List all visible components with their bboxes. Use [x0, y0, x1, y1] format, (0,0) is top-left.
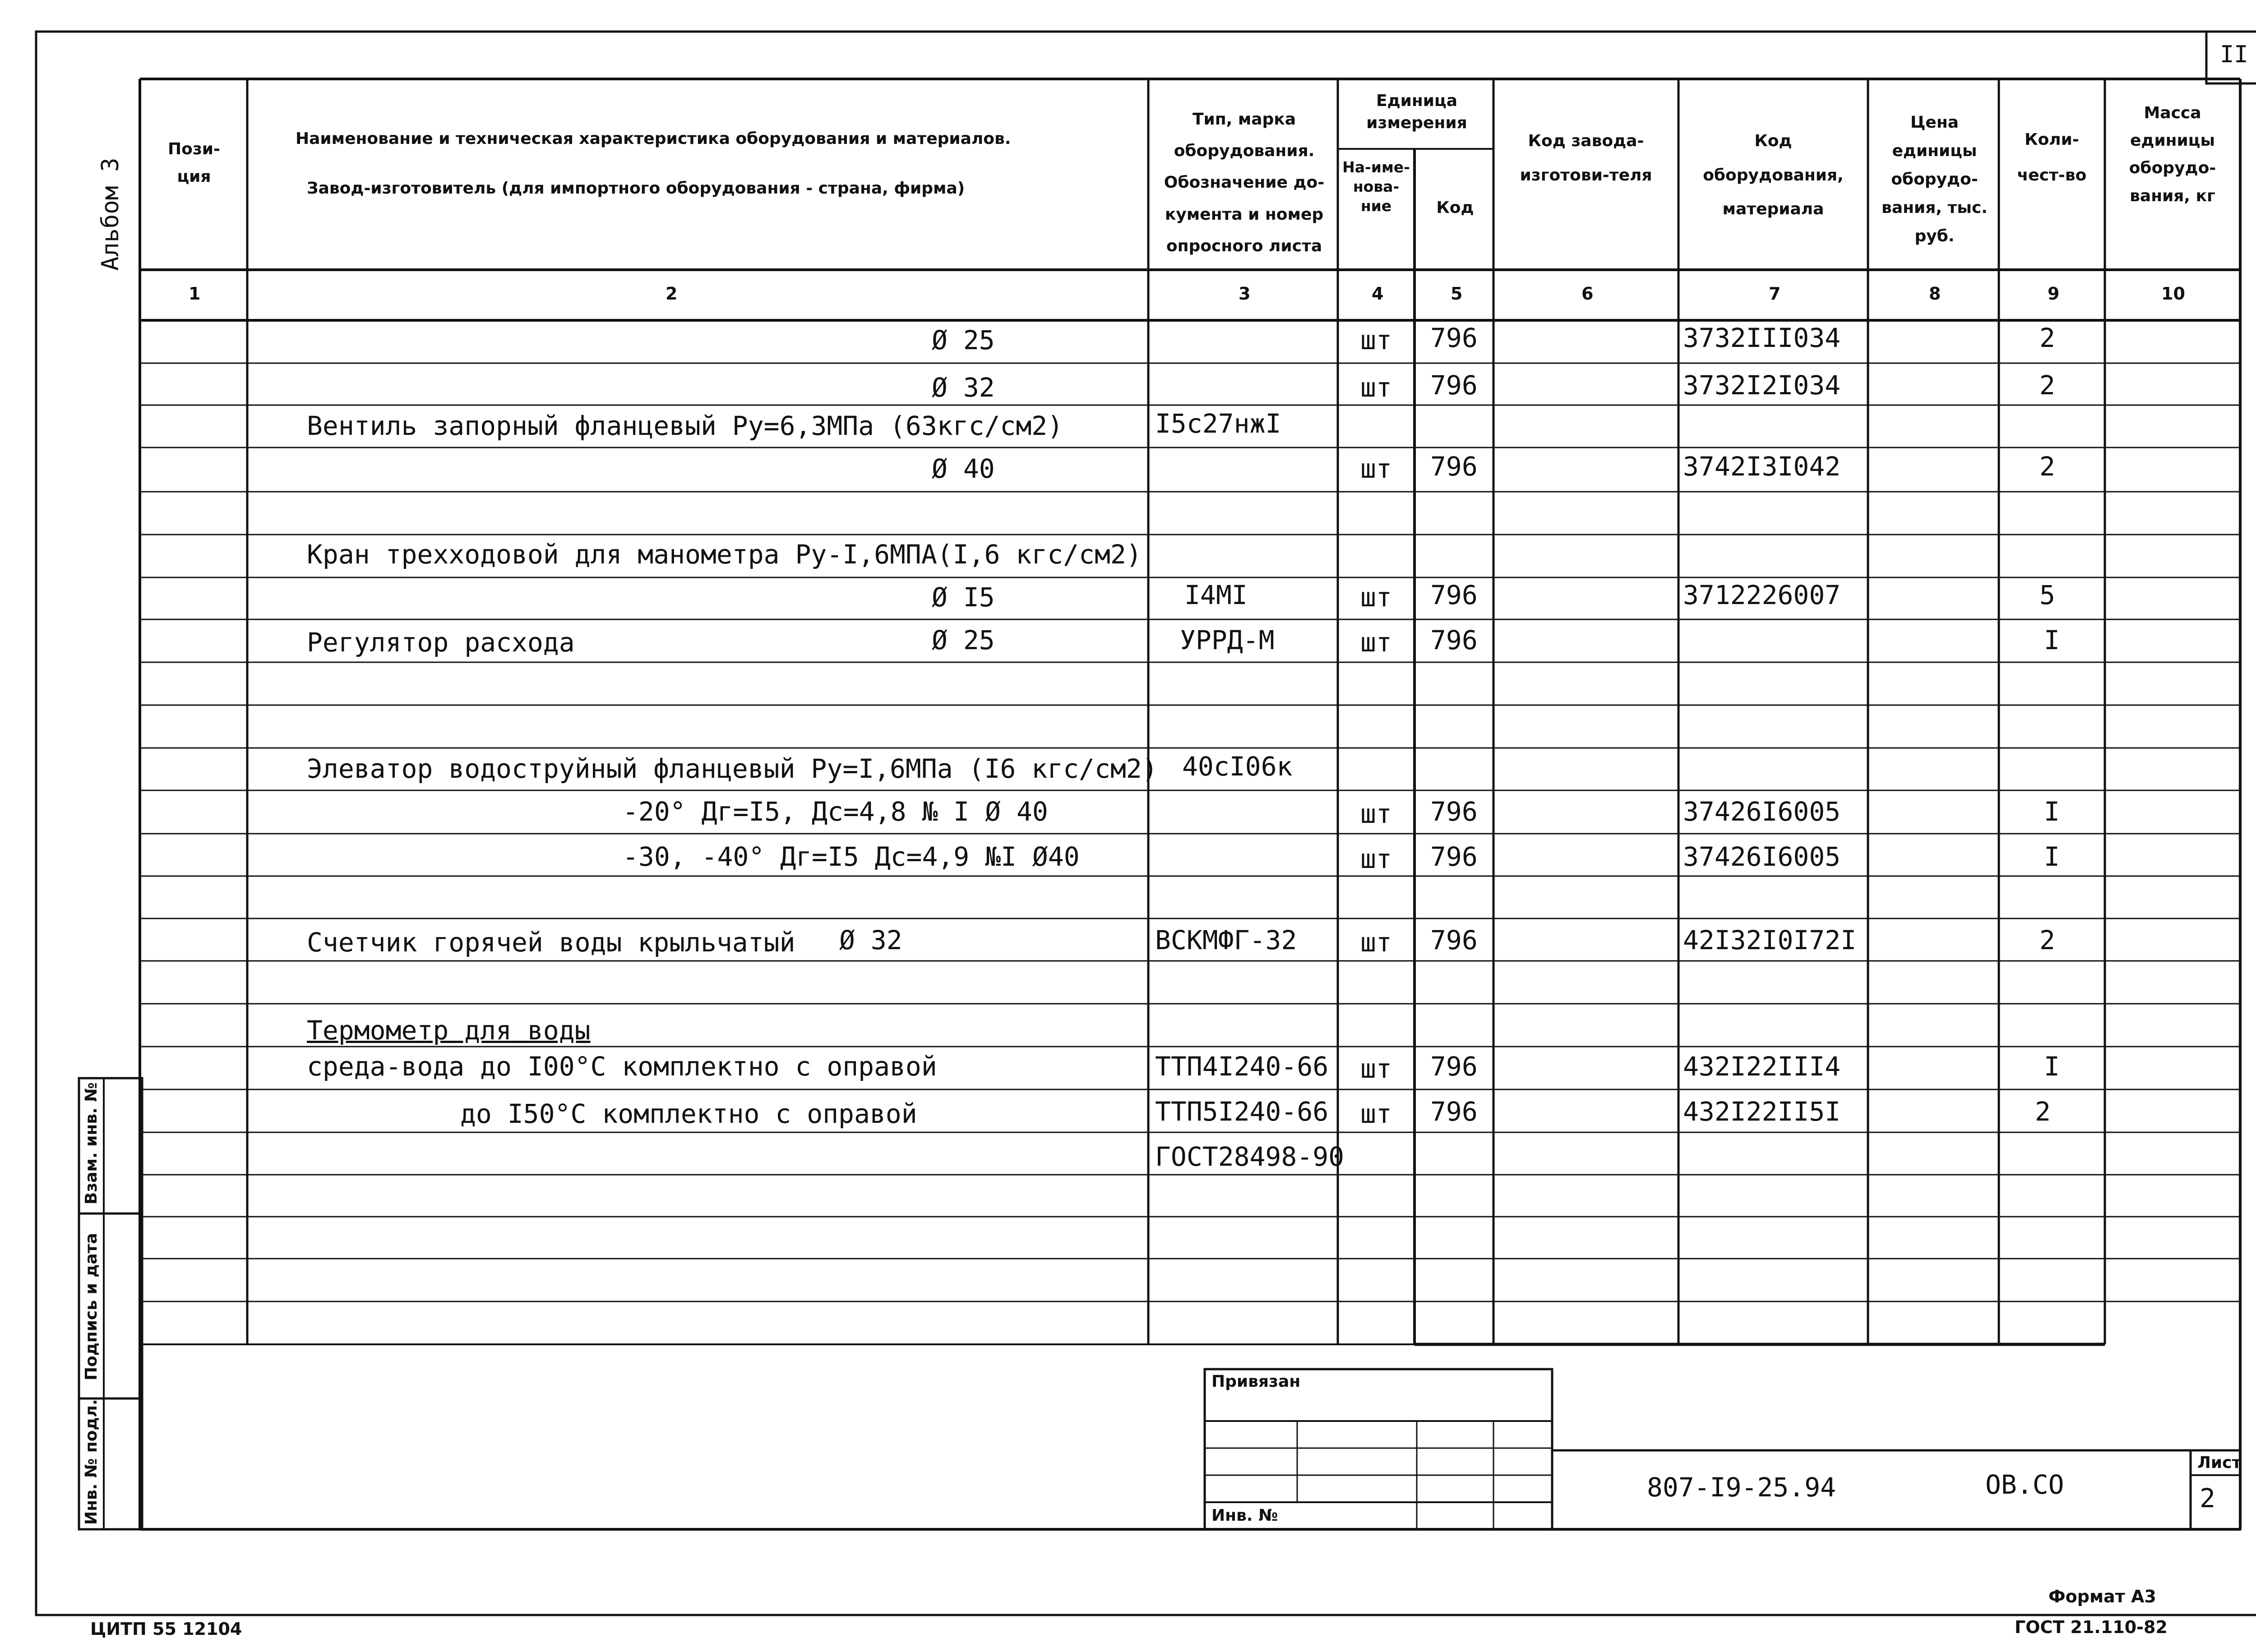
row-code: 796: [1430, 451, 1478, 482]
col-number: 4: [1372, 284, 1384, 304]
col-number: 9: [2048, 284, 2060, 304]
row-code: 796: [1430, 370, 1478, 401]
privyazan-label: Привязан: [1211, 1372, 1301, 1391]
row-name: Элеватор водоструйный фланцевый Ру=I,6МПа (I6 кгс/см2): [307, 753, 1158, 784]
col-number: 5: [1451, 284, 1463, 304]
row-type: I4MI: [1184, 580, 1248, 610]
row-code: 796: [1430, 925, 1478, 955]
row-name: Регулятор расхода: [307, 627, 575, 658]
footer-left: ЦИТП 55 12104: [90, 1619, 242, 1639]
row-code: 796: [1430, 580, 1478, 610]
footer-format: Формат А3: [2048, 1587, 2156, 1606]
row-unit: шт: [1360, 582, 1392, 613]
col-number: 1: [189, 284, 201, 304]
col-number: 3: [1239, 284, 1251, 304]
row-name: Ø 32: [932, 372, 995, 403]
row-equip-code: 3742I3I042: [1683, 451, 1841, 482]
row-equip-code: 3732I2I034: [1683, 370, 1841, 401]
header-col6: Код завода-изготови-теля: [1520, 132, 1652, 185]
row-name: Кран трехходовой для манометра Ру-I,6МПА(I,6 кгс/см2): [307, 539, 1142, 570]
row-name: до I50°С комплектно с оправой: [460, 1098, 917, 1129]
row-unit: шт: [1360, 372, 1392, 403]
header-col8: Цена единицы оборудо-вания, тыс. руб.: [1882, 113, 1988, 245]
row-name: Термометр для воды: [307, 1015, 591, 1046]
row-code: 796: [1430, 1051, 1478, 1082]
row-code: 796: [1430, 1096, 1478, 1127]
row-qty: 5: [2039, 580, 2055, 610]
row-type: I5с27нжI: [1155, 408, 1281, 439]
col-number: 7: [1769, 284, 1781, 304]
row-type: 40сI06к: [1182, 751, 1293, 782]
row-unit: шт: [1360, 798, 1392, 829]
footer-gost: ГОСТ 21.110-82: [2015, 1617, 2168, 1637]
row-type: ТТП5I240-66: [1155, 1096, 1329, 1127]
row-name: Вентиль запорный фланцевый Ру=6,3МПа (63кгс/см2): [307, 411, 1063, 441]
row-name-diameter: Ø 25: [932, 625, 995, 655]
list-number: 2: [2200, 1483, 2215, 1514]
row-name: -30, -40° Дг=I5 Дс=4,9 №I Ø40: [623, 841, 1080, 872]
col-number: 2: [666, 284, 678, 304]
row-name: Ø 40: [932, 453, 995, 484]
row-code: 796: [1430, 841, 1478, 872]
header-col9: Коли-чест-во: [2017, 130, 2087, 185]
row-equip-code: 42I32I0I72I: [1683, 925, 1857, 955]
row-qty: I: [2044, 625, 2060, 655]
row-code: 796: [1430, 323, 1478, 353]
col-number: 10: [2161, 284, 2185, 304]
row-unit: шт: [1360, 627, 1392, 658]
document-mark: ОВ.СО: [1985, 1469, 2064, 1500]
row-unit: шт: [1360, 1098, 1392, 1129]
row-name: -20° Дг=I5, Дс=4,8 № I Ø 40: [623, 796, 1048, 827]
stamp-podpis-data: Подпись и дата: [82, 1233, 101, 1380]
header-col5: Код: [1436, 198, 1474, 217]
header-col7: Код оборудования, материала: [1703, 132, 1844, 219]
row-code: 796: [1430, 796, 1478, 827]
row-name: Счетчик горячей воды крыльчатый: [307, 927, 795, 958]
row-equip-code: 37426I6005: [1683, 796, 1841, 827]
header-col4: На-име-нова-ние: [1342, 158, 1410, 215]
stamp-vzam-inv: Взам. инв. №: [82, 1082, 101, 1204]
row-qty: I: [2044, 796, 2060, 827]
header-col4-group: Единица измерения: [1366, 92, 1467, 132]
header-col2-line1: Наименование и техническая характеристика оборудования и материалов.: [296, 129, 1011, 148]
row-type: ГОСТ28498-90: [1155, 1141, 1345, 1172]
stamp-inv-podl: Инв. № подл.: [82, 1399, 101, 1525]
document-code: 807-I9-25.94: [1647, 1472, 1836, 1503]
row-qty: 2: [2039, 925, 2055, 955]
row-equip-code: 3712226007: [1683, 580, 1841, 610]
row-name: среда-вода до I00°С комплектно с оправой: [307, 1051, 937, 1082]
col-number: 6: [1581, 284, 1594, 304]
row-qty: 2: [2035, 1096, 2051, 1127]
row-equip-code: 37426I6005: [1683, 841, 1841, 872]
row-unit: шт: [1360, 927, 1392, 958]
row-name: Ø 25: [932, 325, 995, 355]
header-col10: Масса единицы оборудо-вания, кг: [2129, 104, 2216, 205]
album-label: Альбом 3: [97, 157, 124, 271]
row-qty: 2: [2039, 451, 2055, 482]
sheet-number-top: II: [2220, 41, 2248, 68]
inv-no-label: Инв. №: [1211, 1506, 1278, 1525]
row-unit: шт: [1360, 453, 1392, 484]
row-equip-code: 432I22II5I: [1683, 1096, 1841, 1127]
row-unit: шт: [1360, 325, 1392, 355]
row-qty: I: [2044, 1051, 2060, 1082]
row-qty: 2: [2039, 370, 2055, 401]
row-unit: шт: [1360, 1053, 1392, 1084]
list-label: Лист: [2197, 1454, 2242, 1472]
row-type: УРРД-М: [1180, 625, 1275, 655]
col-number: 8: [1929, 284, 1941, 304]
row-unit: шт: [1360, 844, 1392, 874]
row-code: 796: [1430, 625, 1478, 655]
row-name-diameter: Ø 32: [839, 925, 902, 955]
row-type: ВСКМФГ-32: [1155, 925, 1297, 955]
row-equip-code: 432I22III4: [1683, 1051, 1841, 1082]
header-col2-line2: Завод-изготовитель (для импортного оборудования - страна, фирма): [307, 179, 965, 198]
header-col3: Тип, марка оборудования. Обозначение до-кумента и номер опросного листа: [1164, 110, 1325, 255]
row-qty: I: [2044, 841, 2060, 872]
row-equip-code: 3732III034: [1683, 323, 1841, 353]
header-col1: Пози- ция: [168, 140, 220, 186]
row-type: ТТП4I240-66: [1155, 1051, 1329, 1082]
row-qty: 2: [2039, 323, 2055, 353]
row-name: Ø I5: [932, 582, 995, 613]
